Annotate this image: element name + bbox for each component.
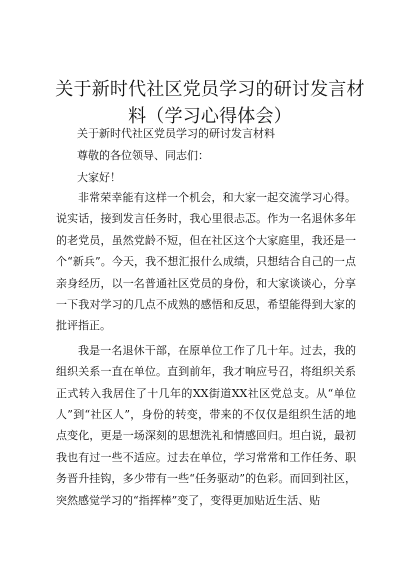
document-title: 关于新时代社区党员学习的研讨发言材料（学习心得体会）: [55, 79, 365, 127]
paragraph-background: 我是一名退休干部，在原单位工作了几十年。过去，我的组织关系一直在单位。直到前年，我才响应号召，将组织关系正式转入我居住了十几年的XX街道XX社区党总支。从“单位人”到“社区人”，身份的转变，带来的不仅仅是组织生活的地点变化，更是一场深刻的思想洗礼和情感回归。坦白说，最初我也有过一些不适应。过去在单位，学习常常和工作任务、职务晋升挂钩，多少带有一些“任务驱动”的色彩。而回到社区，突然感觉学习的“指挥棒”变了，变得更加贴近生活、贴: [56, 343, 356, 507]
salutation: 尊敬的各位领导、同志们：: [77, 149, 209, 162]
document-subheading: 关于新时代社区党员学习的研讨发言材料: [77, 127, 275, 140]
document-body: [56, 187, 356, 514]
paragraph-opening: 非常荣幸能有这样一个机会，和大家一起交流学习心得。说实话，接到发言任务时，我心里很忐忑。作为一名退休多年的老党员，虽然党龄不短，但在社区这个大家庭里，我还是一个“新兵”。今天，我不想汇报什么成绩，只想结合自己的一点亲身经历，以一名普通社区党员的身份，和大家谈谈心，分享一下我对学习的几点不成熟的感悟和反思，希望能得到大家的批评指正。: [56, 191, 356, 333]
greeting: 大家好！: [77, 171, 121, 184]
